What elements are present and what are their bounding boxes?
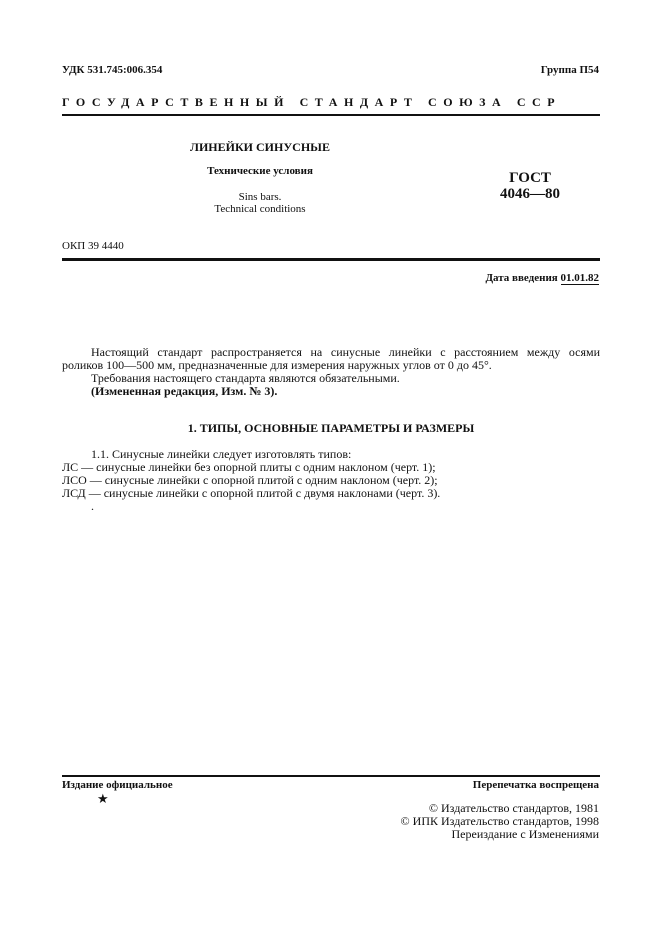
gost-label: ГОСТ bbox=[509, 170, 551, 186]
section-1-heading: 1. ТИПЫ, ОСНОВНЫЕ ПАРАМЕТРЫ И РАЗМЕРЫ bbox=[187, 421, 475, 435]
footer-rule bbox=[62, 775, 600, 777]
paragraph-2: Требования настоящего стандарта являются обязательными. bbox=[91, 371, 400, 385]
intro-date-label: Дата введения bbox=[485, 272, 558, 284]
header-rule bbox=[62, 114, 600, 116]
intro-date bbox=[485, 272, 599, 284]
document-title: ЛИНЕЙКИ СИНУСНЫЕ bbox=[190, 140, 330, 154]
gost-number: 4046—80 bbox=[500, 186, 560, 202]
group-code: Группа П54 bbox=[540, 64, 599, 76]
copyright-1981: © Издательство стандартов, 1981 bbox=[428, 801, 599, 815]
udk-code: УДК 531.745:006.354 bbox=[62, 64, 163, 76]
reprint-prohibited: Перепечатка воспрещена bbox=[472, 779, 599, 791]
english-title-line-2: Technical conditions bbox=[214, 203, 306, 215]
okp-rule bbox=[62, 258, 600, 261]
type-ls: ЛС — синусные линейки без опорной плиты с одним наклоном (черт. 1); bbox=[62, 460, 436, 474]
intro-date-value: 01.01.82 bbox=[560, 272, 599, 284]
paragraph-1-line-1: Настоящий стандарт распространяется на синусные линейки с расстоянием между осями bbox=[91, 345, 600, 359]
type-lsd: ЛСД — синусные линейки с опорной плитой с двумя наклонами (черт. 3). bbox=[62, 486, 441, 500]
document-subtitle: Технические условия bbox=[207, 165, 313, 177]
type-lso: ЛСО — синусные линейки с опорной плитой с одним наклоном (черт. 2); bbox=[62, 473, 438, 487]
amendment-note: (Измененная редакция, Изм. № 3). bbox=[91, 384, 278, 398]
reissue-note: Переиздание с Изменениями bbox=[451, 827, 599, 841]
copyright-1998: © ИПК Издательство стандартов, 1998 bbox=[400, 814, 599, 828]
paragraph-1-line-2: роликов 100—500 мм, предназначенные для измерения наружных углов от 0 до 45°. bbox=[62, 358, 492, 372]
official-edition: Издание официальное bbox=[62, 779, 173, 791]
state-standard-heading: ГОСУДАРСТВЕННЫЙ СТАНДАРТ СОЮЗА ССР bbox=[62, 95, 562, 109]
star-icon: ★ bbox=[97, 791, 109, 806]
english-title-line-1: Sins bars. bbox=[238, 191, 282, 203]
trailing-dot: . bbox=[91, 499, 94, 513]
okp-code: ОКП 39 4440 bbox=[62, 240, 124, 252]
clause-1-1: 1.1. Синусные линейки следует изготовлять типов: bbox=[91, 447, 352, 461]
